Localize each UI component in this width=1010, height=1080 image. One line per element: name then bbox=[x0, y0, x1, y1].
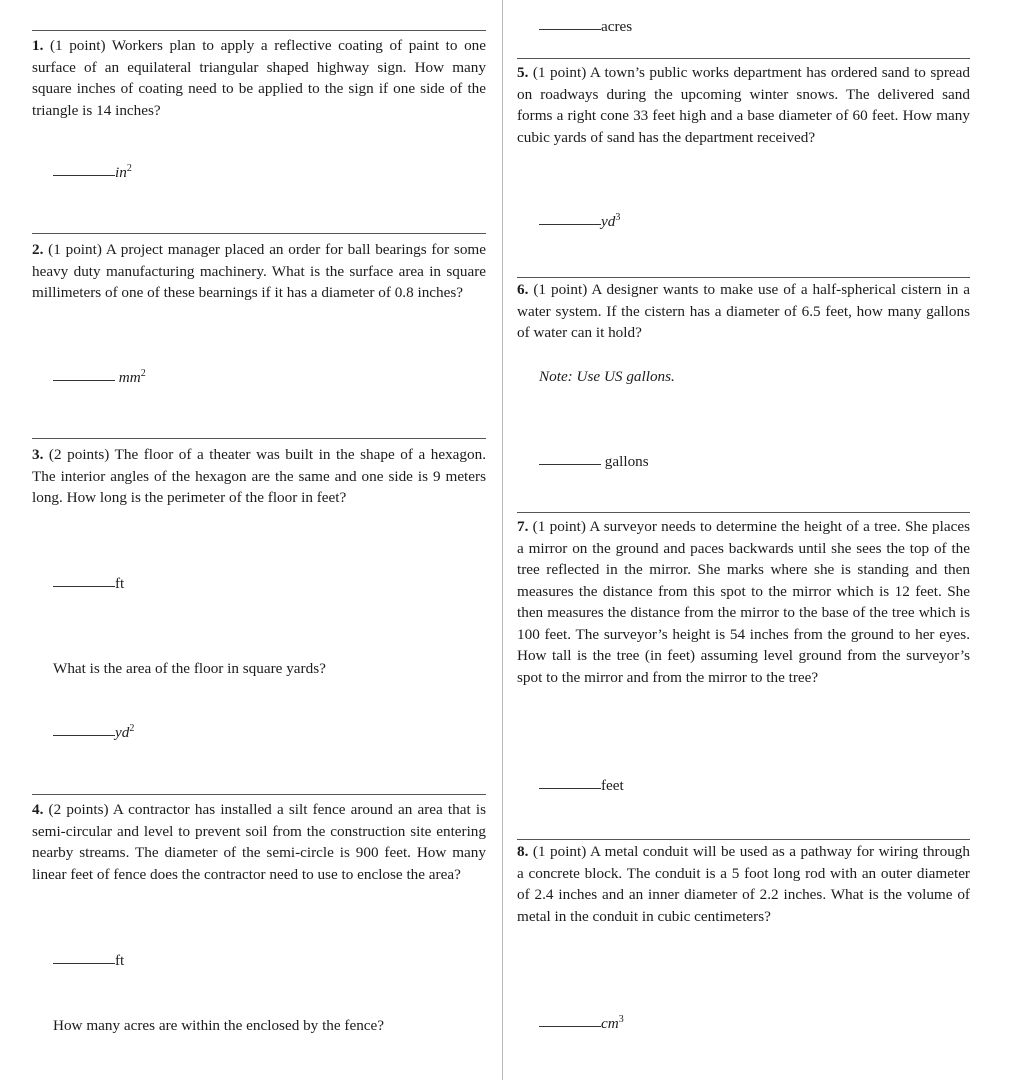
problem-3-rule bbox=[32, 438, 486, 439]
problem-1-rule bbox=[32, 30, 486, 31]
problem-5-answer[interactable] bbox=[539, 211, 620, 233]
problem-4-body: (2 points) A contractor has installed a silt fence around an area that is semi-circular and level to prevent soil from the construction site entering nearby streams. The diameter of the semi-circle is 900 feet. How many linear feet of fence does the contractor need to use to enclose the area? bbox=[32, 801, 486, 883]
problem-6-unit: gallons bbox=[604, 453, 649, 470]
problem-5-text bbox=[517, 62, 970, 148]
problem-1-answer[interactable] bbox=[53, 162, 132, 184]
problem-1-number: 1. bbox=[32, 37, 44, 54]
problem-3-text bbox=[32, 444, 486, 509]
problem-4-number: 4. bbox=[32, 801, 44, 818]
problem-4-sub-question: How many acres are within the enclosed by the fence? bbox=[53, 1017, 385, 1034]
problem-2-answer[interactable] bbox=[53, 367, 146, 389]
problem-3-answer-1[interactable] bbox=[53, 573, 124, 595]
problem-6-rule bbox=[517, 277, 970, 278]
problem-4-unit2: acres bbox=[601, 18, 633, 35]
problem-3-sub-question: What is the area of the floor in square yards? bbox=[53, 660, 326, 677]
problem-2-text bbox=[32, 239, 486, 304]
problem-3-unit2-exp: 2 bbox=[129, 722, 135, 734]
problem-8-rule bbox=[517, 839, 970, 840]
problem-3-answer-1-blank[interactable] bbox=[53, 585, 115, 587]
problem-8-answer-blank[interactable] bbox=[539, 1025, 601, 1027]
problem-2-body: (1 point) A project manager placed an order for ball bearings for some heavy duty manufacturing machinery. What is the surface area in square millimeters of one of these bearnings if it has a diameter of 0.8 inches? bbox=[32, 241, 486, 301]
problem-1-unit: in bbox=[115, 164, 127, 181]
column-divider bbox=[502, 0, 503, 1080]
problem-5-unit-exp: 3 bbox=[615, 211, 621, 223]
problem-6-body: (1 point) A designer wants to make use of a half-spherical cistern in a water system. If the cistern has a diameter of 6.5 feet, how many gallons of water can it hold? bbox=[517, 281, 970, 341]
problem-7-unit: feet bbox=[601, 777, 624, 794]
problem-2-number: 2. bbox=[32, 241, 44, 258]
problem-6-answer-blank[interactable] bbox=[539, 463, 601, 465]
problem-4-unit: ft bbox=[115, 952, 125, 969]
problem-7-number: 7. bbox=[517, 518, 529, 535]
problem-1-text bbox=[32, 35, 486, 121]
problem-7-text bbox=[517, 516, 970, 688]
problem-7-body: (1 point) A surveyor needs to determine the height of a tree. She places a mirror on the ground and paces backwards until she sees the top of the tree reflected in the mirror. She marks where she is standing and then measures the distance from this spot to the mirror which is 12 feet. She then measures the distance from the mirror to the base of the tree which is 100 feet. The surveyor’s height is 54 inches from the ground to her eyes. How tall is the tree (in feet) assuming level ground from the surveyor’s spot to the mirror and from the mirror to the tree? bbox=[517, 518, 970, 686]
problem-4-answer-1[interactable] bbox=[53, 950, 124, 972]
problem-6-text bbox=[517, 279, 970, 344]
problem-4-answer-1-blank[interactable] bbox=[53, 962, 115, 964]
problem-4-text bbox=[32, 799, 486, 885]
problem-8-number: 8. bbox=[517, 843, 529, 860]
problem-5-answer-blank[interactable] bbox=[539, 223, 601, 225]
problem-3-unit2: yd bbox=[115, 724, 130, 741]
problem-8-text bbox=[517, 841, 970, 927]
problem-6-answer[interactable] bbox=[539, 451, 649, 473]
problem-3-number: 3. bbox=[32, 446, 44, 463]
problem-1-body: (1 point) Workers plan to apply a reflective coating of paint to one surface of an equilateral triangular shaped highway sign. How many square inches of coating need to be applied to the sign if one side of the triangle is 14 inches? bbox=[32, 37, 486, 119]
problem-5-body: (1 point) A town’s public works department has ordered sand to spread on roadways during the upcoming winter snows. The delivered sand forms a right cone 33 feet high and a base diameter of 60 feet. How many cubic yards of sand has the department received? bbox=[517, 64, 970, 146]
problem-7-answer[interactable] bbox=[539, 775, 624, 797]
problem-2-rule bbox=[32, 233, 486, 234]
problem-5-unit: yd bbox=[601, 213, 616, 230]
problem-6-number: 6. bbox=[517, 281, 529, 298]
problem-4-answer-2-blank[interactable] bbox=[539, 28, 601, 30]
problem-3-unit: ft bbox=[115, 575, 125, 592]
problem-4-answer-2[interactable] bbox=[539, 16, 632, 38]
problem-7-rule bbox=[517, 512, 970, 513]
problem-8-body: (1 point) A metal conduit will be used as a pathway for wiring through a concrete block. The conduit is a 5 foot long rod with an outer diameter of 2.4 inches and an inner diameter of 2.2 inches. What is the volume of metal in the conduit in cubic centimeters? bbox=[517, 843, 970, 925]
problem-4-rule bbox=[32, 794, 486, 795]
problem-2-unit: mm bbox=[118, 369, 141, 386]
problem-8-unit: cm bbox=[601, 1015, 619, 1032]
problem-8-unit-exp: 3 bbox=[618, 1013, 624, 1025]
problem-1-unit-exp: 2 bbox=[126, 162, 132, 174]
problem-3-answer-2-blank[interactable] bbox=[53, 734, 115, 736]
problem-2-unit-exp: 2 bbox=[140, 367, 146, 379]
problem-3-answer-2[interactable] bbox=[53, 722, 134, 744]
problem-5-rule bbox=[517, 58, 970, 59]
problem-2-answer-blank[interactable] bbox=[53, 379, 115, 381]
problem-5-number: 5. bbox=[517, 64, 529, 81]
problem-6-note: Note: Use US gallons. bbox=[539, 368, 675, 385]
problem-7-answer-blank[interactable] bbox=[539, 787, 601, 789]
problem-3-body: (2 points) The floor of a theater was built in the shape of a hexagon. The interior angles of the hexagon are the same and one side is 9 meters long. How long is the perimeter of the floor in feet? bbox=[32, 446, 486, 506]
problem-1-answer-blank[interactable] bbox=[53, 174, 115, 176]
problem-8-answer[interactable] bbox=[539, 1013, 624, 1035]
